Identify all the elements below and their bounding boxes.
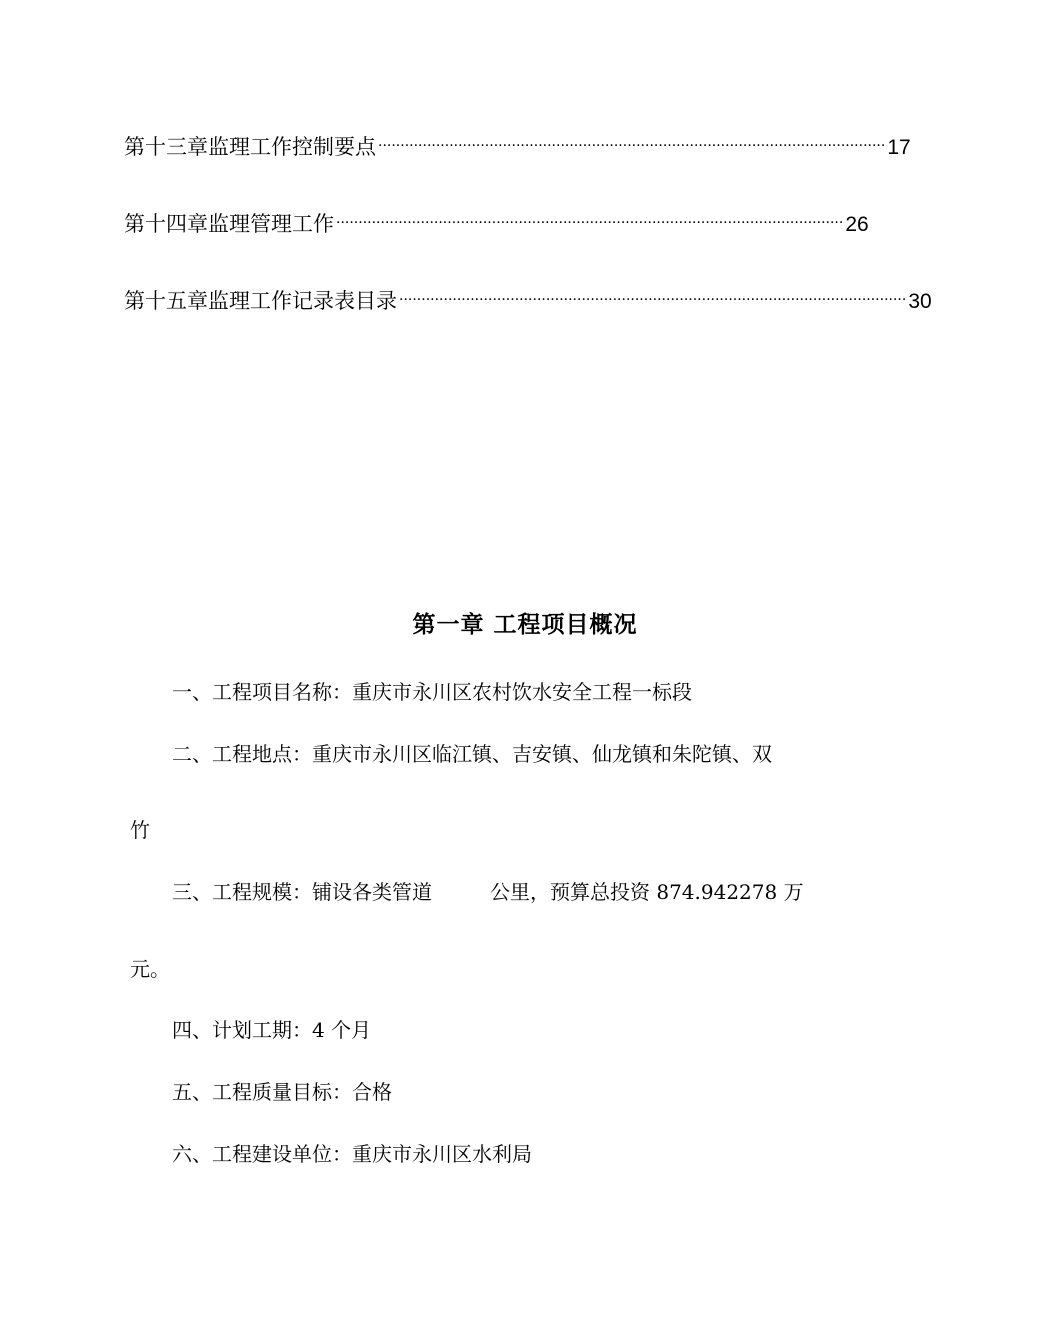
construction-unit-item: 六、工程建设单位：重庆市永川区水利局 [172, 1142, 532, 1166]
project-name-item: 一、工程项目名称：重庆市永川区农村饮水安全工程一标段 [172, 680, 692, 704]
project-scale-text: 三、工程规模：铺设各类管道 [172, 880, 432, 904]
toc-entry-15[interactable] [124, 285, 932, 319]
toc-chapter-number: 第十四章 [124, 212, 208, 236]
toc-chapter-title: 监理管理工作 [208, 212, 334, 236]
quality-target-item: 五、工程质量目标：合格 [172, 1080, 392, 1104]
toc-chapter-number: 第十三章 [124, 135, 208, 159]
toc-page-number: 26 [845, 213, 869, 236]
toc-leader-dots: ·················································································································· [378, 138, 886, 154]
project-budget-text: 公里，预算总投资 874.942278 万 [490, 880, 804, 904]
toc-leader-dots: ·················································································································· [336, 215, 844, 231]
project-scale-continuation: 元。 [130, 957, 170, 981]
toc-entry-14[interactable] [124, 208, 869, 242]
project-location-continuation: 竹 [130, 818, 150, 842]
project-location-item: 二、工程地点：重庆市永川区临江镇、吉安镇、仙龙镇和朱陀镇、双 [172, 742, 772, 766]
toc-page-number: 30 [908, 290, 932, 313]
toc-leader-dots: ·················································································································· [399, 292, 907, 308]
planned-duration-item: 四、计划工期：4 个月 [172, 1018, 372, 1042]
toc-chapter-title: 监理工作控制要点 [208, 135, 376, 159]
toc-entry-13[interactable] [124, 131, 911, 165]
toc-page-number: 17 [887, 136, 911, 159]
chapter-heading: 第一章 工程项目概况 [412, 612, 638, 638]
toc-chapter-title: 监理工作记录表目录 [208, 289, 397, 313]
project-scale-item [130, 876, 902, 905]
toc-chapter-number: 第十五章 [124, 289, 208, 313]
